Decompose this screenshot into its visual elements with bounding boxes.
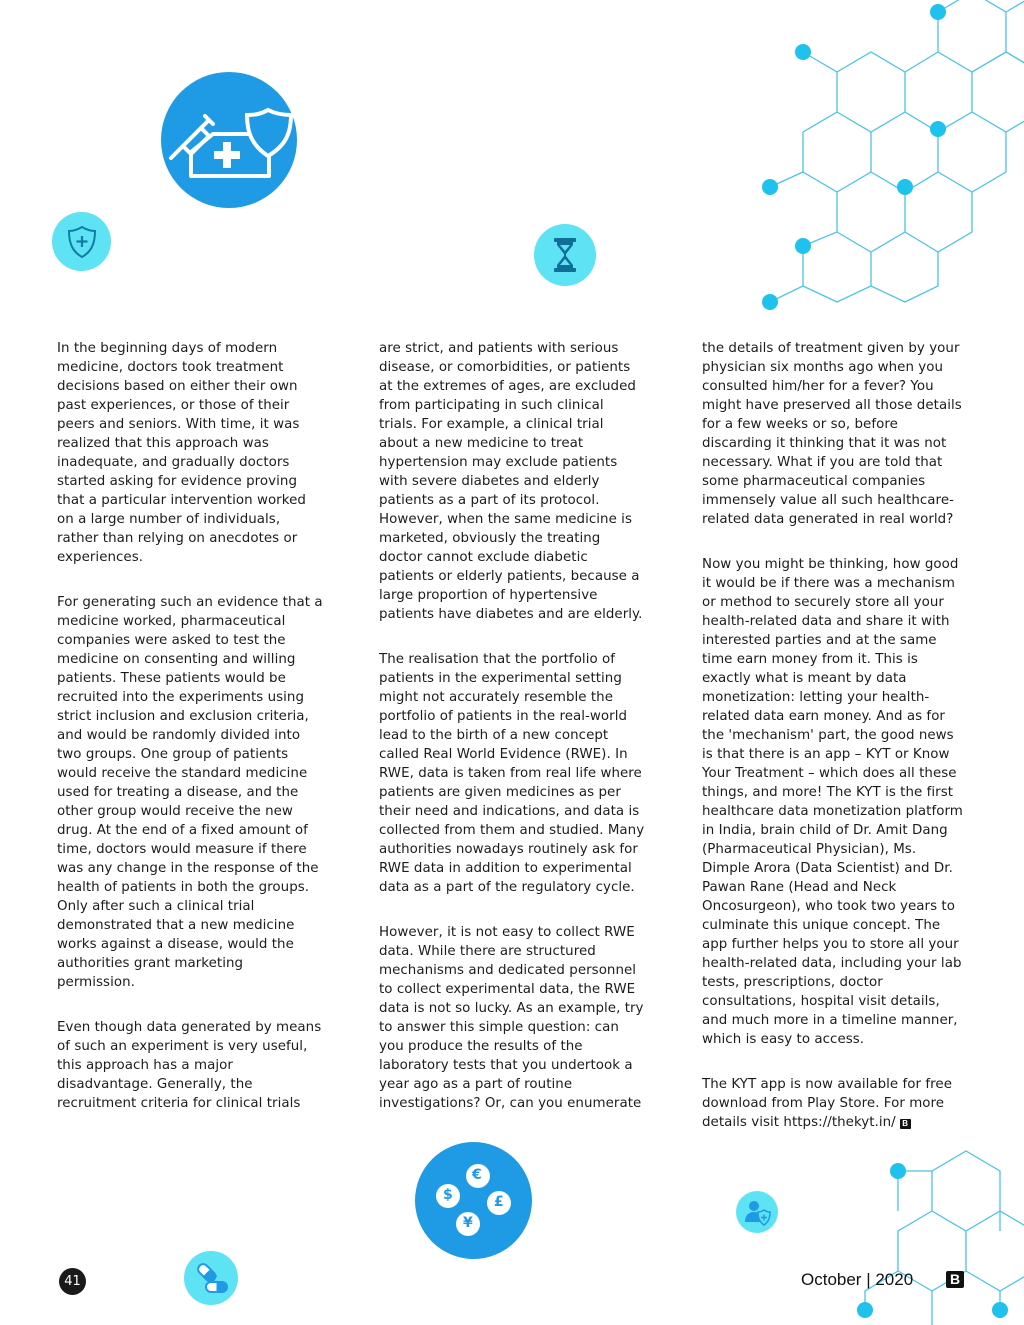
article-column-2: [379, 339, 645, 1139]
paragraph: However, it is not easy to collect RWE data. While there are structured mechanisms and dedicated personnel to collect experimental data, the RWE data is not so lucky. As an example, try to answer this simple question: can you produce the results of the laboratory tests that you undertook a year ago as a part of routine investigations? Or, can you enumerate: [379, 925, 644, 1111]
dollar-symbol: $: [443, 1187, 453, 1203]
magazine-logo: B: [946, 1271, 964, 1288]
issue-date: October | 2020: [801, 1270, 914, 1289]
page-number: 41: [59, 1268, 86, 1295]
paragraph: For generating such an evidence that a medicine worked, pharmaceutical companies were asked to test the medicine on consenting and willing patients. These patients would be recruited into the experiments using strict inclusion and exclusion criteria, and would be randomly divided into two groups. One group of patients would receive the standard medicine used for treating a disease, and the other group would receive the new drug. At the end of a fixed amount of time, doctors would measure if there was any change in the response of the health of patients in both the groups. Only after such a clinical trial demonstrated that a new medicine works against a disease, would the authorities grant marketing permission.: [57, 595, 323, 990]
paragraph: In the beginning days of modern medicine, doctors took treatment decisions based on either their own past experiences, or those of their peers and seniors. With time, it was realized that this approach was inadequate, and gradually doctors started asking for evidence proving that a particular intervention worked on a large number of individuals, rather than relying on anecdotes or experiences.: [57, 341, 306, 565]
medical-kit-icon: [161, 72, 297, 208]
molecule-network-bottom: [840, 1150, 1024, 1325]
end-mark-logo: B: [900, 1119, 911, 1129]
hourglass-icon: [534, 224, 596, 286]
user-shield-icon: [736, 1191, 778, 1233]
paragraph: The realisation that the portfolio of patients in the experimental setting might not accurately resemble the portfolio of patients in the real-world lead to the birth of a new concept called Real World Evidence (RWE). In RWE, data is taken from real life where patients are given medicines as per their need and indications, and data is collected from them and studied. Many authorities nowadays routinely ask for RWE data in addition to experimental data as a part of the regulatory cycle.: [379, 652, 645, 895]
article-column-1: [57, 339, 323, 1139]
currency-icon: [415, 1142, 532, 1259]
pound-symbol: £: [494, 1194, 504, 1210]
paragraph: are strict, and patients with serious disease, or comorbidities, or patients at the extremes of ages, are excluded from participating in such clinical trials. For example, a clinical trial about a new medicine to treat hypertension may exclude patients with severe diabetes and elderly patients as a part of its protocol. However, when the same medicine is marketed, obviously the treating doctor cannot exclude diabetic patients or elderly patients, because a large proportion of hypertensive patients have diabetes and are elderly.: [379, 341, 643, 622]
molecule-network-top: [740, 0, 1024, 320]
yen-symbol: ¥: [463, 1215, 473, 1231]
closing-text: The KYT app is now available for free download from Play Store. For more details visit https://thekyt.in/: [702, 1077, 953, 1130]
euro-symbol: €: [472, 1167, 482, 1183]
paragraph: Now you might be thinking, how good it would be if there was a mechanism or method to securely store all your health-related data and share it with interested parties and at the same time earn money from it. This is exactly what is meant by data monetization: letting your health-related data earn money. And as for the 'mechanism' part, the good news is that there is an app – KYT or Know Your Treatment – which does all these things, and more! The KYT is the first healthcare data monetization platform in India, brain child of Dr. Amit Dang (Pharmaceutical Physician), Ms. Dimple Arora (Data Scientist) and Dr. Pawan Rane (Head and Neck Oncosurgeon), who took two years to culminate this unique concept. The app further helps you to store all your health-related data, including your lab tests, prescriptions, doctor consultations, hospital visit details, and much more in a timeline manner, which is easy to access.: [702, 557, 963, 1047]
shield-plus-icon: [52, 212, 111, 271]
paragraph: the details of treatment given by your physician six months ago when you consulted him/her for a fever? You might have preserved all those details for a few weeks or so, before discarding it thinking that it was not necessary. What if you are told that some pharmaceutical companies immensely value all such healthcare-related data generated in real world?: [702, 341, 962, 527]
paragraph-closing: [702, 1075, 968, 1132]
paragraph: Even though data generated by means of such an experiment is very useful, this approach has a major disadvantage. Generally, the recruitment criteria for clinical trials: [57, 1020, 322, 1111]
pills-icon: [184, 1251, 238, 1305]
article-column-3: [702, 339, 968, 1158]
